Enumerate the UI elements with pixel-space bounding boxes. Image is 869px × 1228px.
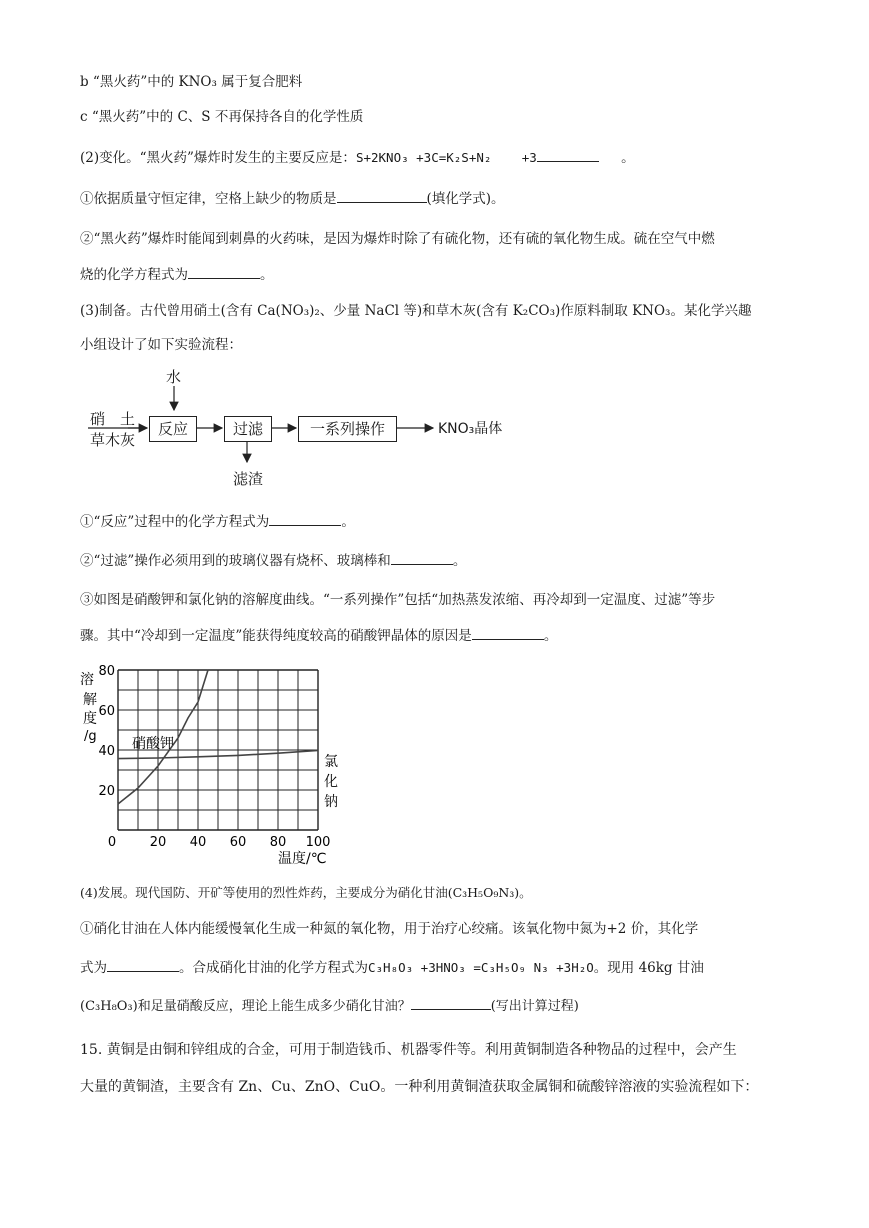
answer-blank[interactable] bbox=[188, 264, 260, 279]
x-tick-label: 40 bbox=[189, 835, 207, 850]
answer-blank[interactable] bbox=[537, 147, 599, 162]
step-series-ops: 一系列操作 bbox=[298, 416, 397, 442]
answer-blank[interactable] bbox=[411, 995, 491, 1010]
question-4-1-a: ①硝化甘油在人体内能缓慢氧化生成一种氮的氧化物，用于治疗心绞痛。该氧化物中氮为+2 价，其化学 bbox=[80, 921, 699, 937]
y-tick-label: 60 bbox=[98, 704, 115, 719]
x-tick-label: 0 bbox=[107, 835, 117, 850]
output-label: KNO₃晶体 bbox=[438, 421, 503, 437]
question-3-b: 小组设计了如下实验流程： bbox=[80, 337, 242, 353]
question-2-2-b: 烧的化学方程式为 。 bbox=[80, 264, 274, 285]
question-3-2: ②“过滤”操作必须用到的玻璃仪器有烧杯、玻璃棒和 。 bbox=[80, 550, 466, 571]
question-4-1-c: (C₃H₈O₃)和足量硝酸反应，理论上能生成多少硝化甘油？ (写出计算过程) bbox=[80, 995, 579, 1017]
xlabel: 温度/℃ bbox=[278, 851, 327, 867]
y-tick-label: 20 bbox=[98, 784, 115, 799]
input-ash-label: 草木灰 bbox=[90, 431, 136, 449]
question-3-a: (3)制备。古代曾用硝土(含有 Ca(NO₃)₂、少量 NaCl 等)和草木灰(含有 K₂CO₃)作原料制取 KNO₃。某化学兴趣 bbox=[80, 303, 752, 319]
question-2: (2)变化。“黑火药”爆炸时发生的主要反应是：S+2KNO₃ +3C=K₂S+N₂ +3 。 bbox=[80, 147, 635, 168]
question-3-1: ①“反应”过程中的化学方程式为 。 bbox=[80, 511, 355, 532]
question-15-b: 大量的黄铜渣，主要含有 Zn、Cu、ZnO、CuO。一种利用黄铜渣获取金属铜和硫酸锌溶液的实验流程如下： bbox=[80, 1079, 759, 1095]
solubility-chart bbox=[80, 660, 340, 870]
question-3-3-b: 骤。其中“冷却到一定温度”能获得纯度较高的硝酸钾晶体的原因是 。 bbox=[80, 625, 557, 646]
series-label-nacl-2: 化 bbox=[324, 774, 338, 790]
series-label-nacl-1: 氯 bbox=[324, 754, 338, 770]
answer-blank[interactable] bbox=[269, 511, 341, 526]
x-tick-label: 60 bbox=[229, 835, 247, 850]
residue-label: 滤渣 bbox=[233, 470, 264, 488]
question-3-3-a: ③如图是硝酸钾和氯化钠的溶解度曲线。“一系列操作”包括“加热蒸发浓缩、再冷却到一定温度、过滤”等步 bbox=[80, 592, 716, 608]
question-15-a: 15. 黄铜是由铜和锌组成的合金，可用于制造钱币、机器零件等。利用黄铜制造各种物品的过程中，会产生 bbox=[80, 1042, 737, 1058]
input-saltpeter-label: 硝 土 bbox=[90, 410, 136, 428]
flow-diagram bbox=[88, 364, 528, 494]
x-tick-label: 100 bbox=[305, 835, 331, 850]
ylabel-char-1: 溶 bbox=[80, 672, 94, 688]
ylabel-char-4: /g bbox=[84, 729, 97, 744]
series-label-kno3: 硝酸钾 bbox=[132, 736, 174, 752]
answer-blank[interactable] bbox=[472, 625, 544, 640]
ylabel-char-2: 解 bbox=[83, 692, 97, 708]
water-label: 水 bbox=[166, 368, 182, 386]
option-b: b “黑火药”中的 KNO₃ 属于复合肥料 bbox=[80, 74, 303, 90]
ylabel-char-3: 度 bbox=[83, 711, 97, 727]
chart-canvas bbox=[80, 660, 340, 870]
x-tick-label: 80 bbox=[269, 835, 287, 850]
answer-blank[interactable] bbox=[337, 188, 427, 203]
step-reaction: 反应 bbox=[149, 416, 197, 442]
answer-blank[interactable] bbox=[391, 550, 453, 565]
y-tick-label: 80 bbox=[98, 664, 115, 679]
step-filter: 过滤 bbox=[224, 416, 272, 442]
x-tick-label: 20 bbox=[149, 835, 167, 850]
question-2-1: ①依据质量守恒定律，空格上缺少的物质是 (填化学式)。 bbox=[80, 188, 505, 209]
question-4: (4)发展。现代国防、开矿等使用的烈性炸药，主要成分为硝化甘油(C₃H₅O₉N₃)。 bbox=[80, 885, 532, 900]
series-label-nacl-3: 钠 bbox=[324, 794, 338, 810]
y-tick-label: 40 bbox=[98, 744, 115, 759]
option-c: c “黑火药”中的 C、S 不再保持各自的化学性质 bbox=[80, 109, 364, 125]
question-2-2-a: ②“黑火药”爆炸时能闻到刺鼻的火药味，是因为爆炸时除了有硫化物，还有硫的氧化物生成。硫在空气中燃 bbox=[80, 231, 715, 247]
question-4-1-b: 式为 。合成硝化甘油的化学方程式为C₃H₈O₃ +3HNO₃ =C₃H₅O₉ N₃ +3H₂O。现用 46kg 甘油 bbox=[80, 957, 704, 978]
answer-blank[interactable] bbox=[107, 957, 179, 972]
